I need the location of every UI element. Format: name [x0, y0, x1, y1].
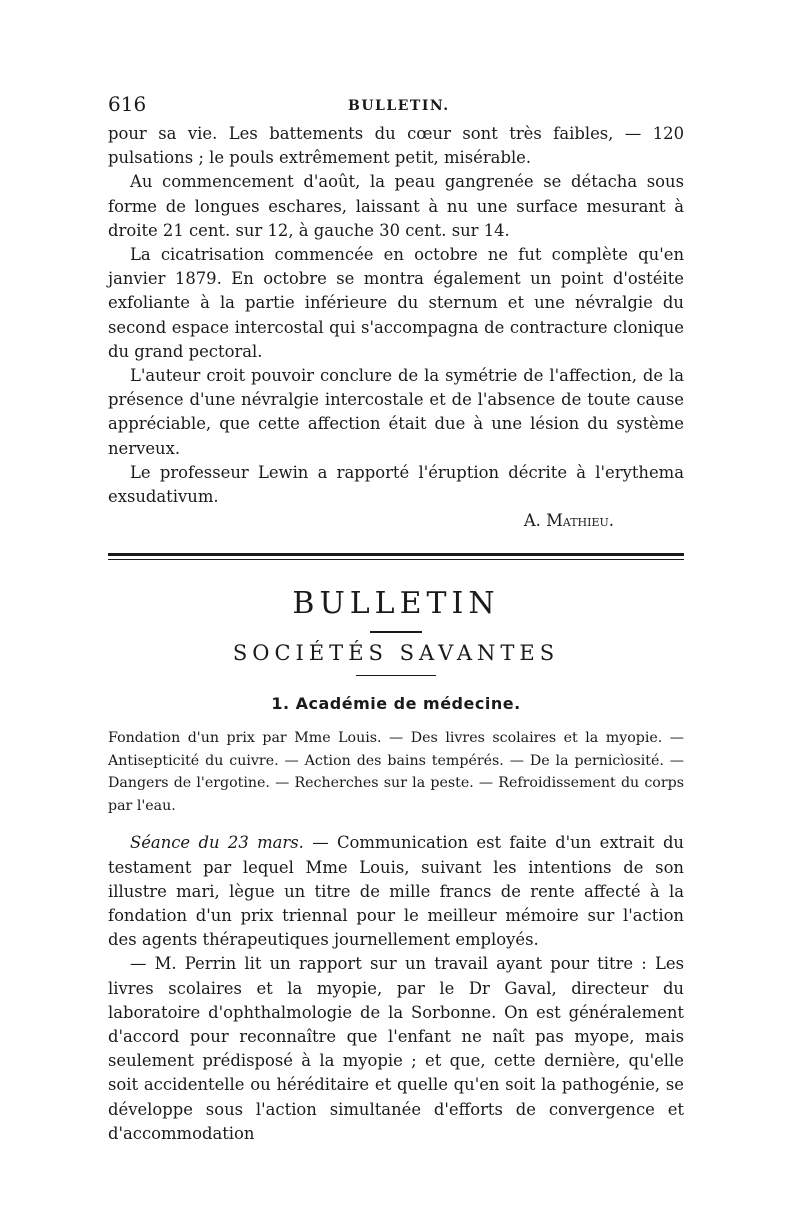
session-text-body: — Communication est faite d'un extrait du testament par lequel Mme Louis, suivant les intentions de son illustre mari, lègue un titre de mille francs de rente affecté à la fondation d'un prix triennal pour le meilleur mémoire sur l'action des agents thérapeutiques journellement employés.	[108, 833, 684, 950]
continuation-text	[108, 122, 684, 533]
summary-block	[108, 727, 684, 817]
paragraph: pour sa vie. Les battements du cœur sont très faibles, — 120 pulsations ; le pouls extrêmement petit, misérable.	[108, 124, 684, 168]
page	[108, 92, 684, 1146]
paragraph: Le professeur Lewin a rapporté l'éruption décrite à l'erythema exsudativum.	[108, 462, 684, 507]
section-divider	[108, 553, 684, 560]
short-rule	[356, 675, 436, 676]
paragraph	[108, 831, 684, 952]
author-signature: A. Mathieu.	[523, 511, 614, 531]
paragraph: — M. Perrin lit un rapport sur un travail ayant pour titre : Les livres scolaires et la myopie, par le Dr Gaval, directeur du laboratoire d'ophthalmologie de la Sorbonne. On est généralement d'accord pour reconnaître que l'enfant ne naît pas myope, mais seulement prédisposé à la myopie ; et que, cette dernière, qu'elle soit accidentelle ou héréditaire et quelle qu'en soit la pathogénie, se développe sous l'action simultanée d'efforts de convergence et d'accommodation	[108, 954, 684, 1143]
paragraph: Au commencement d'août, la peau gangrenée se détacha sous forme de longues eschares, laissant à nu une surface mesurant à droite 21 cent. sur 12, à gauche 30 cent. sur 14.	[108, 172, 684, 240]
paragraph: La cicatrisation commencée en octobre ne fut complète qu'en janvier 1879. En octobre se montra également un point d'ostéite exfoliante à la partie inférieure du sternum et une névralgie du second espace intercostal qui s'accompagna de contracture clonique du grand pectoral.	[108, 245, 684, 361]
page-header	[108, 92, 684, 122]
session-date: Séance du 23 mars.	[130, 833, 304, 853]
paragraph: L'auteur croit pouvoir conclure de la symétrie de l'affection, de la présence d'une névralgie intercostale et de l'absence de toute cause appréciable, que cette affection était due à une lésion du système nerveux.	[108, 366, 684, 458]
subsection-heading: 1. Académie de médecine.	[271, 694, 521, 714]
section-title: BULLETIN	[292, 586, 500, 622]
section-subtitle: SOCIÉTÉS SAVANTES	[232, 641, 560, 666]
summary-text: Fondation d'un prix par Mme Louis. — Des livres scolaires et la myopie. — Antisepticité du cuivre. — Action des bains tempérés. — De la pernicìosité. — Dangers de l'ergotine. — Recherches sur la peste. — Refroidissement du corps par l'eau.	[108, 730, 684, 814]
session-text	[108, 831, 684, 1146]
page-number: 616	[108, 92, 147, 116]
running-head: BULLETIN.	[348, 98, 450, 114]
ornament-rule	[370, 631, 422, 633]
signature-line	[108, 509, 684, 533]
